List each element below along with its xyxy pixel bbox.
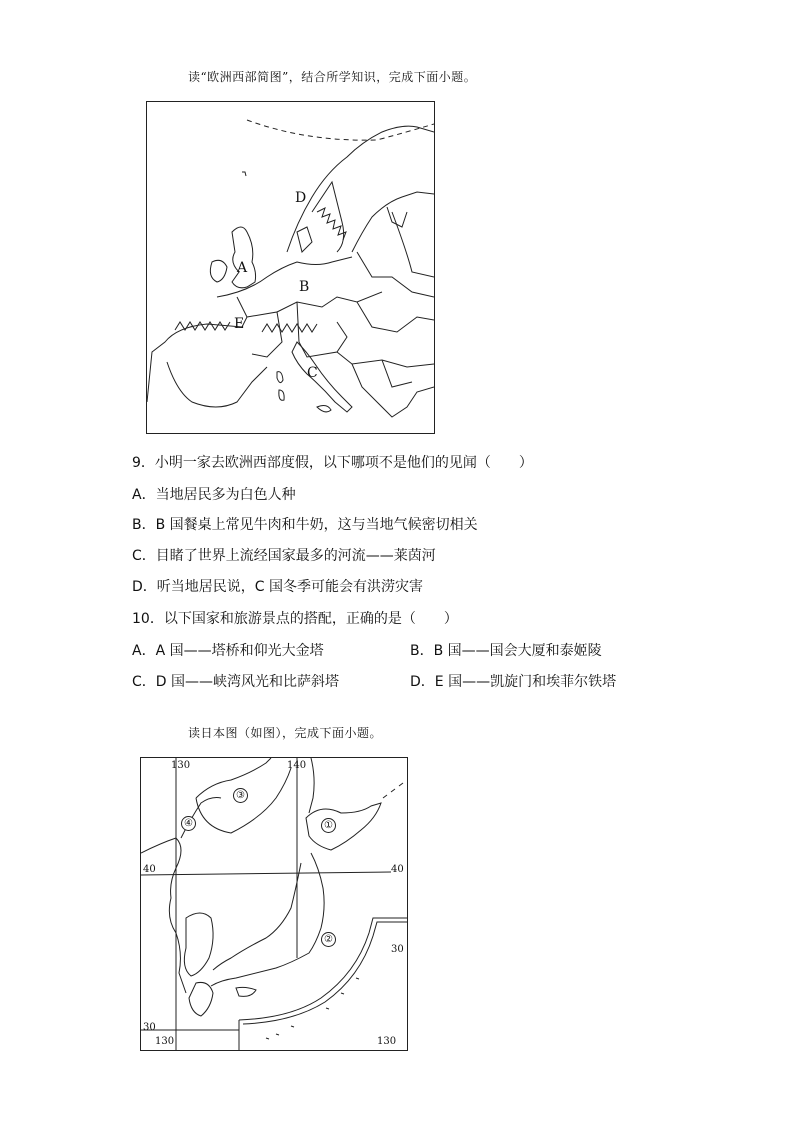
tick-top-140: 140 bbox=[287, 760, 307, 771]
map-label-c: C bbox=[307, 365, 318, 381]
map-label-a: A bbox=[237, 260, 248, 276]
q10-stem: 10．以下国家和旅游景点的搭配，正确的是（ ） bbox=[132, 611, 458, 627]
europe-map-drawing bbox=[147, 102, 434, 433]
map-label-e: E bbox=[234, 316, 245, 332]
q10-option-b[interactable]: B．B 国——国会大厦和泰姬陵 bbox=[410, 643, 602, 659]
q10-option-a[interactable]: A．A 国——塔桥和仰光大金塔 bbox=[132, 643, 324, 659]
japan-map-drawing bbox=[141, 758, 407, 1050]
tick-top-130: 130 bbox=[171, 760, 191, 771]
q10-option-c[interactable]: C．D 国——峡湾风光和比萨斜塔 bbox=[132, 674, 340, 690]
tick-bottom-130b: 130 bbox=[377, 1036, 397, 1047]
q9-option-c[interactable]: C．目睹了世界上流经国家最多的河流——莱茵河 bbox=[132, 548, 436, 564]
tick-inset-30: 30 bbox=[391, 944, 404, 955]
map-label-b: B bbox=[299, 279, 310, 295]
tick-left-30: 30 bbox=[143, 1022, 156, 1033]
map-label-d: D bbox=[295, 190, 307, 206]
q9-option-a[interactable]: A．当地居民多为白色人种 bbox=[132, 487, 296, 503]
section2-caption: 读日本图（如图），完成下面小题。 bbox=[188, 726, 383, 740]
tick-bottom-130: 130 bbox=[155, 1036, 175, 1047]
europe-map bbox=[146, 101, 435, 434]
region-2: ② bbox=[321, 932, 336, 947]
section1-caption: 读“欧洲西部简图”，结合所学知识，完成下面小题。 bbox=[188, 70, 477, 84]
q9-option-d[interactable]: D．听当地居民说，C 国冬季可能会有洪涝灾害 bbox=[132, 579, 424, 595]
region-4: ④ bbox=[181, 816, 196, 831]
q9-stem: 9．小明一家去欧洲西部度假，以下哪项不是他们的见闻（ ） bbox=[132, 455, 533, 471]
region-3: ③ bbox=[233, 788, 248, 803]
q10-option-d[interactable]: D．E 国——凯旋门和埃菲尔铁塔 bbox=[410, 674, 617, 690]
tick-left-40: 40 bbox=[143, 864, 156, 875]
q9-option-b[interactable]: B．B 国餐桌上常见牛肉和牛奶，这与当地气候密切相关 bbox=[132, 517, 478, 533]
region-1: ① bbox=[321, 818, 336, 833]
japan-map bbox=[140, 757, 408, 1051]
tick-right-40: 40 bbox=[391, 864, 404, 875]
